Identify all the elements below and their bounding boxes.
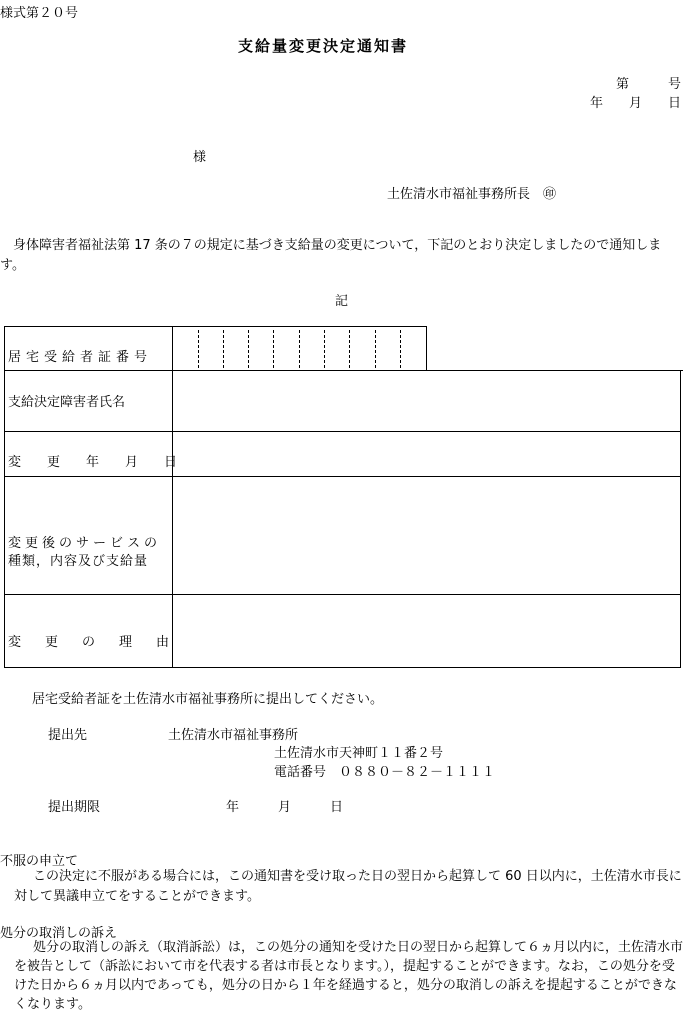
change-date-field[interactable] (173, 432, 680, 476)
appeal-text: この決定に不服がある場合には，この通知書を受け取った日の翌日から起算して 60 日以内に，土佐清水市長に対して異議申立てをすることができます。 (14, 869, 682, 904)
table-border-bottom (4, 667, 681, 668)
label-service-line2: 種類，内容及び支給量 (8, 554, 149, 569)
submission-instruction: 居宅受給者証を土佐清水市福祉事務所に提出してください。 (32, 692, 384, 707)
table-border-top (4, 326, 427, 327)
digit-separator (324, 330, 325, 368)
document-title: 支給量変更決定通知書 (238, 37, 409, 55)
recipient-name-field[interactable] (173, 371, 680, 431)
submission-deadline-date: 年 月 日 (226, 800, 344, 815)
submission-deadline-label: 提出期限 (48, 800, 101, 815)
label-certificate-number: 居宅受給者証番号 (8, 350, 153, 365)
label-change-date: 変更年月日 (8, 455, 204, 470)
recipient-suffix: 様 (193, 150, 207, 165)
submission-dest-address: 土佐清水市天神町１１番２号 (274, 746, 444, 761)
submission-dest-phone: 電話番号 ０８８０－８２－１１１１ (274, 765, 496, 780)
service-content-field[interactable] (173, 477, 680, 594)
table-number-box-right (426, 326, 427, 371)
digit-separator (375, 330, 376, 368)
intro-paragraph: 身体障害者福祉法第 17 条の７の規定に基づき支給量の変更について，下記のとおり決定しましたので通知します。 (0, 238, 662, 273)
digit-separator (223, 330, 224, 368)
lawsuit-heading: 処分の取消しの訴え (0, 926, 118, 941)
digit-separator (273, 330, 274, 368)
issue-date-label: 年 月 日 (589, 96, 681, 111)
digit-separator (299, 330, 300, 368)
table-border-left (4, 326, 5, 668)
label-change-reason: 変更の理由 (8, 635, 194, 650)
table-border-right (680, 370, 681, 668)
submission-dest-label: 提出先 (48, 728, 88, 743)
document-number-label: 第 号 (615, 77, 681, 92)
form-number: 様式第２０号 (0, 6, 79, 21)
digit-separator (349, 330, 350, 368)
lawsuit-text: 処分の取消しの訴え（取消訴訟）は，この処分の通知を受けた日の翌日から起算して６ヵ月以内に，土佐清水市を被告として（訴訟において市を代表する者は市長となります。），提起することができます。なお，この処分を受けた日から６ヵ月以内であっても，処分の日から１年を経過すると，処分の取消しの訴えを提起することができなくなります。 (14, 940, 684, 1012)
change-reason-field[interactable] (173, 595, 680, 667)
digit-separator (400, 330, 401, 368)
digit-separator (198, 330, 199, 368)
ki-label: 記 (335, 294, 349, 309)
issuer-name: 土佐清水市福祉事務所長 ㊞ (387, 187, 557, 202)
digit-separator (248, 330, 249, 368)
label-recipient-name: 支給決定障害者氏名 (8, 395, 126, 410)
label-service-line1: 変更後のサービスの (8, 536, 162, 551)
appeal-heading: 不服の申立て (0, 854, 79, 869)
submission-dest-name: 土佐清水市福祉事務所 (168, 728, 299, 743)
